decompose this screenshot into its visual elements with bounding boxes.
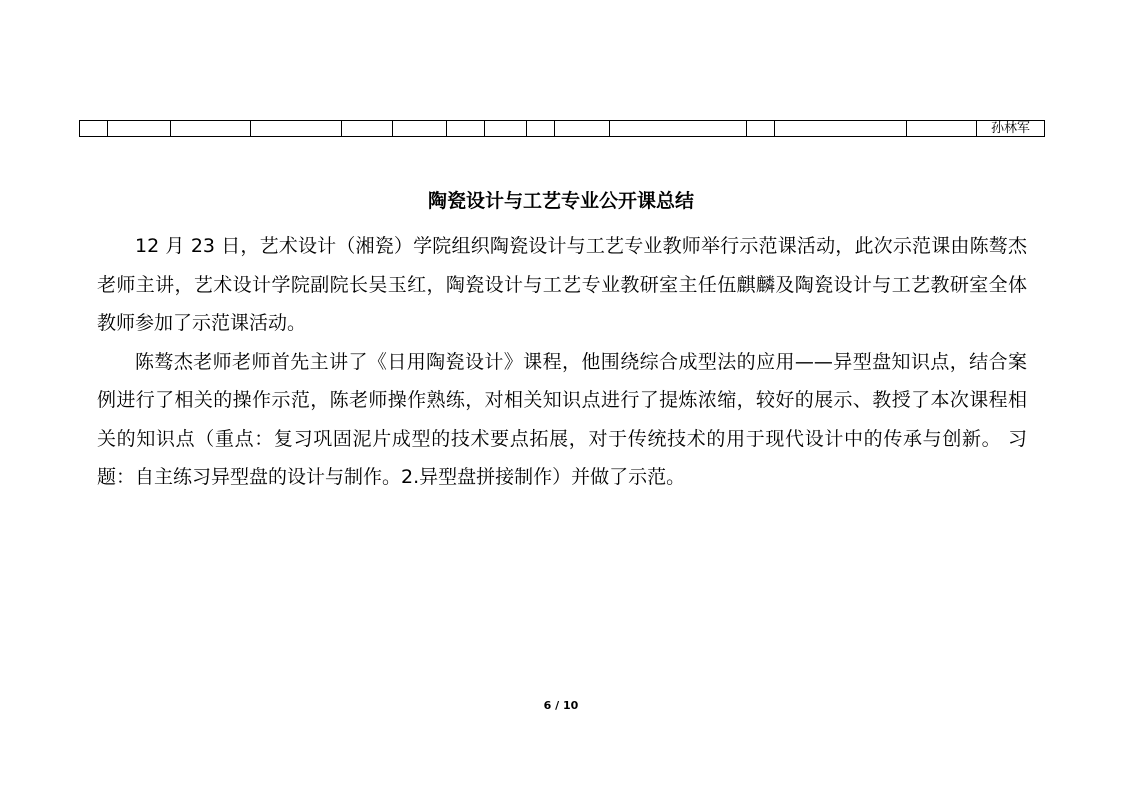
table-cell xyxy=(775,121,907,137)
page-number: 6 / 10 xyxy=(543,699,579,712)
table-cell xyxy=(108,121,171,137)
table-cell xyxy=(527,121,555,137)
table-cell xyxy=(342,121,393,137)
header-table-row xyxy=(80,121,1045,137)
table-cell xyxy=(907,121,977,137)
table-cell xyxy=(485,121,527,137)
table-cell xyxy=(555,121,610,137)
table-cell xyxy=(747,121,775,137)
table-cell xyxy=(251,121,342,137)
table-cell xyxy=(447,121,485,137)
page-title: 陶瓷设计与工艺专业公开课总结 xyxy=(427,190,694,212)
table-cell-name: 孙林军 xyxy=(977,121,1045,137)
paragraph: 陈骜杰老师老师首先主讲了《日用陶瓷设计》课程，他围绕综合成型法的应用——异型盘知识点，结合案例进行了相关的操作示范，陈老师操作熟练，对相关知识点进行了提炼浓缩，较好的展示、教授了本次课程相关的知识点（重点：复习巩固泥片成型的技术要点拓展，对于传统技术的用于现代设计中的传承与创新。 习题：自主练习异型盘的设计与制作。2.异型盘拼接制作）并做了示范。 xyxy=(97,350,1027,488)
header-table xyxy=(79,120,1045,137)
paragraph: 12 月 23 日，艺术设计（湘瓷）学院组织陶瓷设计与工艺专业教师举行示范课活动，此次示范课由陈骜杰老师主讲，艺术设计学院副院长吴玉红，陶瓷设计与工艺专业教研室主任伍麒麟及陶瓷设计与工艺教研室全体教师参加了示范课活动。 xyxy=(97,235,1027,334)
table-cell xyxy=(393,121,447,137)
table-cell xyxy=(610,121,747,137)
table-cell xyxy=(80,121,108,137)
table-cell xyxy=(171,121,251,137)
document-body xyxy=(97,227,1027,497)
